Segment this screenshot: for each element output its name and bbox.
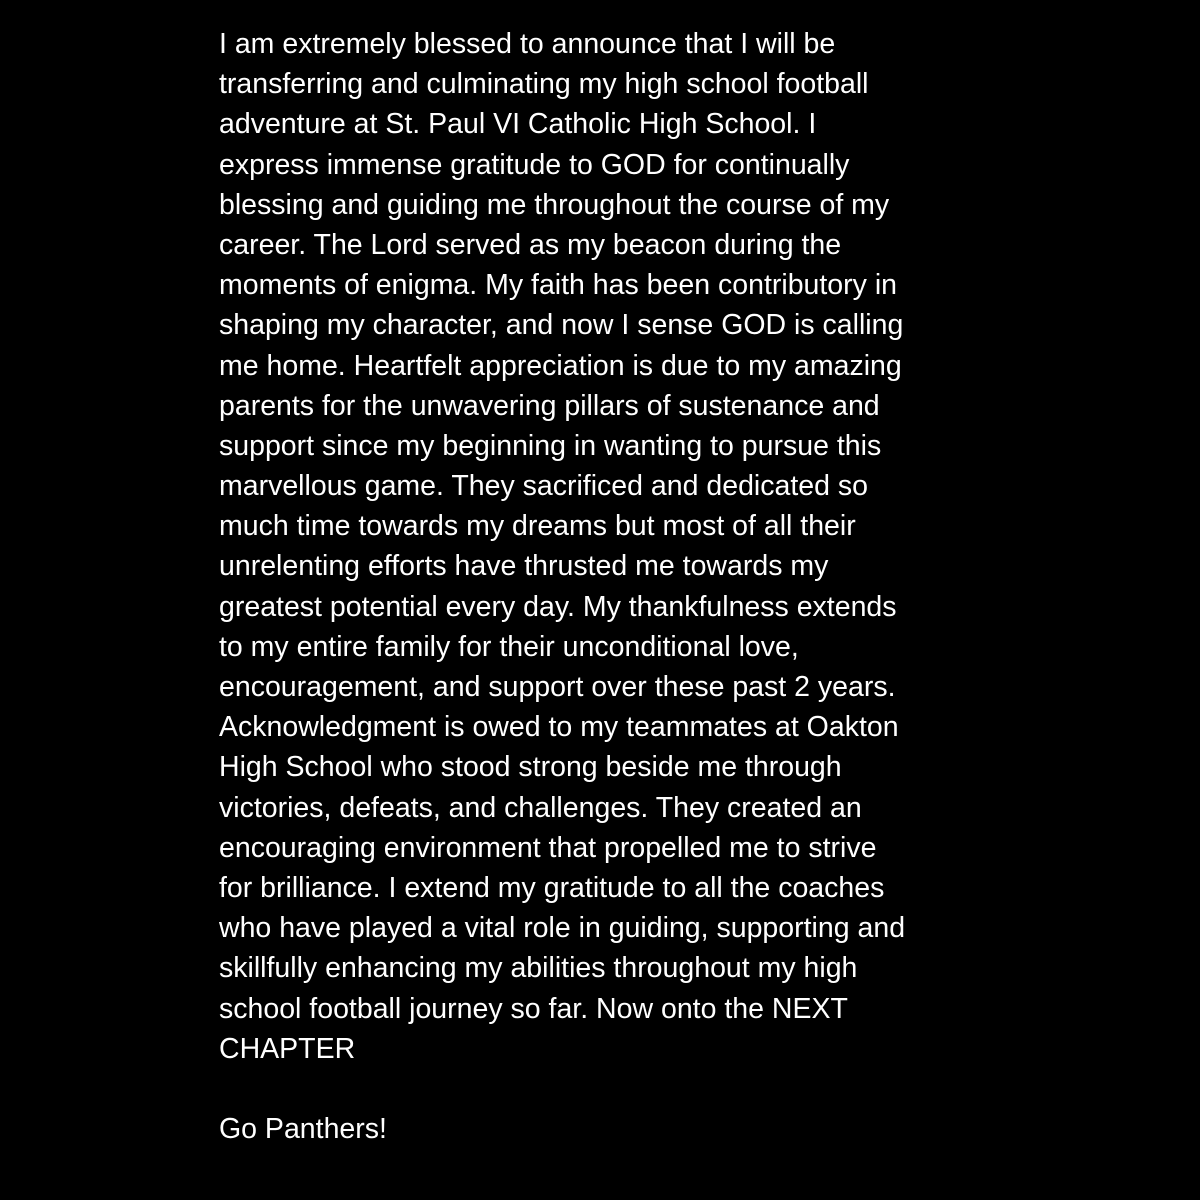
text-line: I am extremely blessed to announce that I will be xyxy=(219,28,836,60)
closing-line: Go Panthers! xyxy=(219,1113,387,1146)
text-line: much time towards my dreams but most of all their xyxy=(219,510,856,543)
text-line: greatest potential every day. My thankfulness extends xyxy=(219,590,897,623)
text-line: skillfully enhancing my abilities throughout my high xyxy=(219,952,858,985)
text-line: to my entire family for their unconditional love, xyxy=(219,630,799,663)
text-line: for brilliance. I extend my gratitude to all the coaches xyxy=(219,871,885,904)
text-line: shaping my character, and now I sense GOD is calling xyxy=(219,309,904,342)
text-line: me home. Heartfelt appreciation is due to my amazing xyxy=(219,349,902,382)
text-line: support since my beginning in wanting to pursue this xyxy=(219,429,882,462)
text-line: High School who stood strong beside me through xyxy=(219,751,842,784)
text-line: moments of enigma. My faith has been contributory in xyxy=(219,269,898,302)
text-line: encouraging environment that propelled me to strive xyxy=(219,831,877,864)
text-line: unrelenting efforts have thrusted me towards my xyxy=(219,550,829,583)
paragraph-gap xyxy=(219,1069,999,1109)
text-line: who have played a vital role in guiding, supporting and xyxy=(219,912,906,945)
text-line: adventure at St. Paul VI Catholic High School. I xyxy=(219,108,817,141)
text-line: parents for the unwavering pillars of sustenance and xyxy=(219,389,880,422)
text-line: career. The Lord served as my beacon during the xyxy=(219,228,842,261)
text-line: express immense gratitude to GOD for continually xyxy=(219,148,850,181)
text-line: transferring and culminating my high school football xyxy=(219,68,869,101)
text-line: blessing and guiding me throughout the course of my xyxy=(219,188,890,221)
announcement-text xyxy=(219,24,999,1149)
text-line: victories, defeats, and challenges. They created an xyxy=(219,791,862,824)
text-line: CHAPTER xyxy=(219,1032,356,1065)
text-line: school football journey so far. Now onto the NEXT xyxy=(219,992,848,1025)
text-line: Acknowledgment is owed to my teammates at Oakton xyxy=(219,711,899,744)
text-line: marvellous game. They sacrificed and dedicated so xyxy=(219,470,868,503)
text-line: encouragement, and support over these past 2 years. xyxy=(219,671,896,703)
